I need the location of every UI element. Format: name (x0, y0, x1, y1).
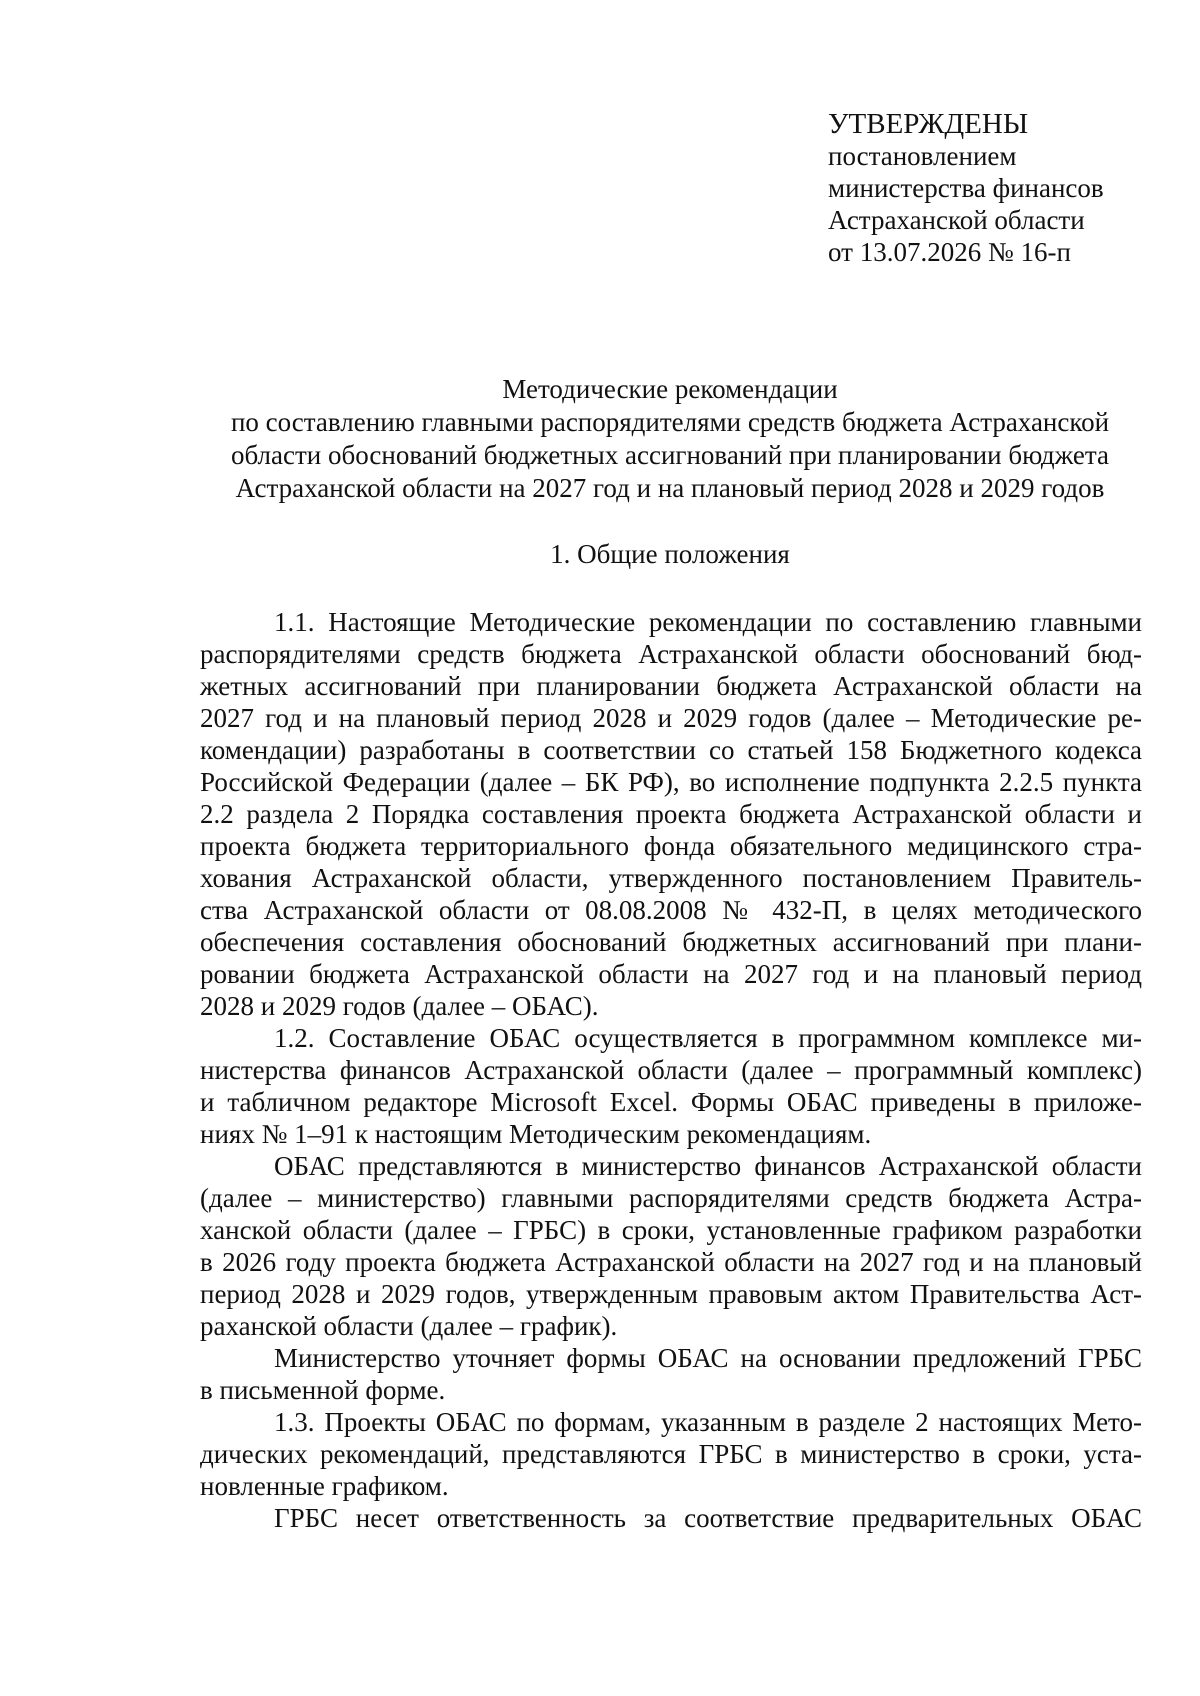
body-text (200, 606, 1142, 1534)
body-line: ОБАС представляются в министерство финансов Астраханской области (274, 1151, 1142, 1181)
approval-stamp-block (828, 108, 1104, 268)
body-line: 2028 и 2029 годов (далее – ОБАС). (200, 991, 599, 1021)
title-line: области обоснований бюджетных ассигнований при планировании бюджета (230, 440, 1109, 470)
body-line: ства Астраханской области от 08.08.2008 № 432-П, в целях методического (200, 895, 1142, 925)
approval-line: постановлением (828, 141, 1017, 171)
body-line: в 2026 году проекта бюджета Астраханской области на 2027 год и на плановый (200, 1247, 1142, 1277)
body-line: жетных ассигнований при планировании бюджета Астраханской области на (200, 671, 1142, 701)
body-line: комендации) разработаны в соответствии со статьей 158 Бюджетного кодекса (200, 735, 1142, 765)
body-line: Российской Федерации (далее – БК РФ), во исполнение подпункта 2.2.5 пункта (200, 767, 1142, 797)
title-line: Астраханской области на 2027 год и на плановый период 2028 и 2029 годов (235, 473, 1105, 503)
title-line: по составлению главными распорядителями средств бюджета Астраханской (230, 407, 1110, 437)
body-line: 1.1. Настоящие Методические рекомендации по составлению главными (274, 607, 1142, 637)
body-line: ровании бюджета Астраханской области на 2027 год и на плановый период (200, 959, 1142, 989)
body-line: период 2028 и 2029 годов, утвержденным правовым актом Правительства Аст- (200, 1279, 1142, 1309)
body-line: проекта бюджета территориального фонда обязательного медицинского стра- (200, 831, 1142, 861)
body-line: ханской области (далее – ГРБС) в сроки, установленные графиком разработки (200, 1215, 1142, 1245)
body-line: хования Астраханской области, утвержденного постановлением Правитель- (200, 863, 1142, 893)
approval-heading: УТВЕРЖДЕНЫ (828, 108, 1029, 140)
body-line: ниях № 1–91 к настоящим Методическим рекомендациям. (200, 1119, 872, 1149)
body-line: 2.2 раздела 2 Порядка составления проекта бюджета Астраханской области и (200, 799, 1142, 829)
body-line: распорядителями средств бюджета Астраханской области обоснований бюд- (200, 639, 1142, 669)
body-line: новленные графиком. (200, 1471, 449, 1501)
approval-line: министерства финансов (828, 173, 1104, 203)
body-line: 2027 год и на плановый период 2028 и 2029 годов (далее – Методические ре- (200, 703, 1142, 733)
approval-line: Астраханской области (828, 205, 1085, 235)
body-line: ГРБС несет ответственность за соответствие предварительных ОБАС (274, 1503, 1142, 1533)
body-line: Министерство уточняет формы ОБАС на основании предложений ГРБС (274, 1343, 1142, 1373)
title-line: Методические рекомендации (502, 374, 838, 404)
section-heading: 1. Общие положения (550, 539, 790, 569)
body-line: 1.3. Проекты ОБАС по формам, указанным в разделе 2 настоящих Мето- (274, 1407, 1142, 1437)
body-line: 1.2. Составление ОБАС осуществляется в программном комплексе ми- (274, 1023, 1142, 1053)
body-line: раханской области (далее – график). (200, 1311, 618, 1341)
body-line: обеспечения составления обоснований бюджетных ассигнований при плани- (200, 927, 1142, 957)
body-line: (далее – министерство) главными распорядителями средств бюджета Астра- (200, 1183, 1142, 1213)
body-line: в письменной форме. (200, 1375, 446, 1405)
document-title (200, 373, 1140, 505)
body-line: дических рекомендаций, представляются ГРБС в министерство в сроки, уста- (200, 1439, 1142, 1469)
approval-date-number: от 13.07.2026 № 16-п (828, 237, 1071, 267)
body-line: нистерства финансов Астраханской области (далее – программный комплекс) (200, 1055, 1142, 1085)
body-line: и табличном редакторе Microsoft Excel. Формы ОБАС приведены в приложе- (200, 1087, 1142, 1117)
